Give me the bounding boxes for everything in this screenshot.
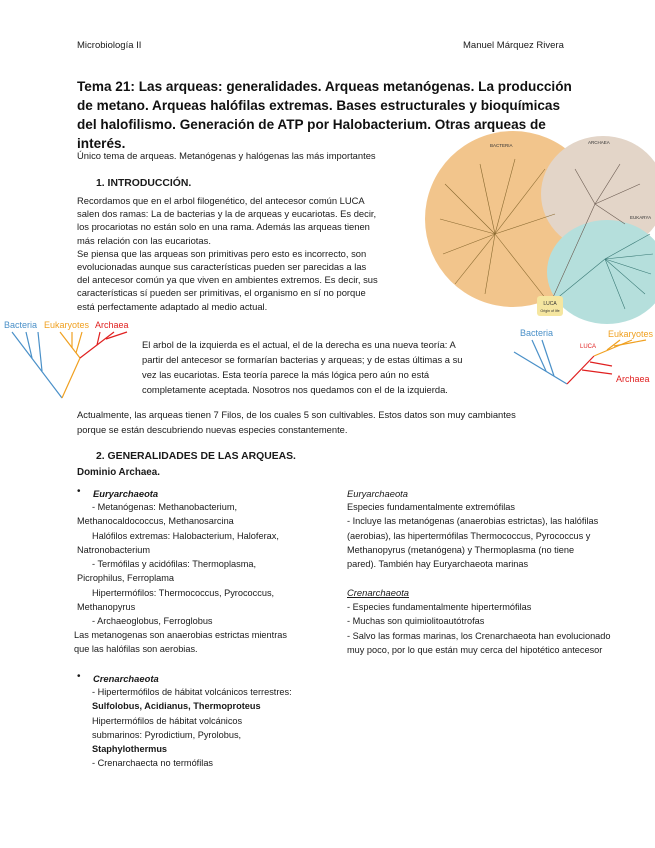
list-item: Especies fundamentalmente extremófilas <box>347 502 516 512</box>
text-line: salen dos ramas: La de bacterias y la de arqueas y eucariotas. Es decir, <box>77 208 377 220</box>
section2-heading: 2. GENERALIDADES DE LAS ARQUEAS. <box>96 451 296 462</box>
text-line: los procariotas no están solo en una rama. Además las arqueas tienen <box>77 221 370 233</box>
left-tree-bacteria-label: Bacteria <box>4 320 38 330</box>
right-tree-diagram <box>512 326 655 390</box>
list-item: - Metanógenas: Methanobacterium, <box>92 502 238 512</box>
list-item: Hipertermófilos de hábitat volcánicos <box>92 715 243 726</box>
bullet-icon: • <box>77 671 81 682</box>
list-item: - Archaeoglobus, Ferroglobus <box>92 616 213 627</box>
metanogenas-note <box>74 628 287 657</box>
right-tree-bacteria-branches <box>514 340 567 384</box>
text-line: Actualmente, las arqueas tienen 7 Filos, de los cuales 5 son cultivables. Estos datos son muy cambiantes <box>77 409 516 420</box>
text-line: El arbol de la izquierda es el actual, el de la derecha es una nueva teoría: A <box>142 339 456 350</box>
left-tree-eukaryotes-label: Eukaryotes <box>44 320 90 330</box>
intro-note: Único tema de arqueas. Metanógenas y halógenas las más importantes <box>77 150 376 161</box>
origin-of-life-label: Origin of life <box>540 309 560 313</box>
bullet-icon: • <box>77 486 81 497</box>
phylogenetic-tree-figure <box>425 124 655 324</box>
list-item: Methanopyrus <box>77 602 136 613</box>
tree-explanation <box>142 337 462 397</box>
list-item: - Muchas son quimiolitoautótrofas <box>347 616 485 627</box>
crenarchaeota-list <box>92 685 292 771</box>
list-item: Methanocaldococcus, Methanosarcina <box>77 516 234 527</box>
list-item: Staphylothermus <box>92 744 168 755</box>
text-line: está perfectamente adaptado al medio actual. <box>77 300 268 312</box>
list-item: Halófilos extremas: Halobacterium, Haloferax, <box>92 530 279 541</box>
right-tree-eukaryotes-label: Eukaryotes <box>608 329 654 339</box>
domain-label: Dominio Archaea. <box>77 467 160 478</box>
left-tree-archaea-label: Archaea <box>95 320 129 330</box>
text-line: del antecesor común ya que viven en ambientes extremos. Es decir, sus <box>77 274 378 286</box>
list-item: Hipertermófilos: Thermococcus, Pyrococcus, <box>92 587 275 598</box>
list-item: Picrophilus, Ferroplama <box>77 573 175 584</box>
list-item: - Termófilas y acidófilas: Thermoplasma, <box>92 559 257 570</box>
list-item: muy poco, por lo que están muy cerca del hipotético antecesor <box>347 644 603 655</box>
header-right: Manuel Márquez Rivera <box>463 40 564 51</box>
text-line: porque se están descubriendo nuevas especies constantemente. <box>77 423 348 435</box>
section1-paragraph <box>77 194 378 313</box>
right-tree-archaea-label: Archaea <box>616 374 650 384</box>
text-line: que las halófilas son aerobias. <box>74 644 198 655</box>
section1-heading: 1. INTRODUCCIÓN. <box>96 178 192 189</box>
list-item: - Especies fundamentalmente hipertermófilas <box>347 602 532 612</box>
archaea-group-label: ARCHAEA <box>588 140 610 145</box>
text-line: características sí pueden ser primitivas, el organismo en sí no porque <box>77 287 366 299</box>
text-line: Se piensa que las arqueas son primitivas pero esto es incorrecto, son <box>77 247 367 259</box>
text-line: partir del antecesor se formarían bacterias y arqueas; y de estas últimas a su <box>142 354 463 365</box>
text-line: evolucionadas aunque sus características pueden ser parecidas a las <box>77 261 367 273</box>
left-tree-eukaryote-branches <box>60 332 82 398</box>
list-item: - Crenarchaecta no termófilas <box>92 758 214 769</box>
right-tree-luca-label: LUCA <box>580 344 597 350</box>
list-item: - Incluye las metanógenas (anaerobias estrictas), las halófilas <box>347 516 599 527</box>
header-left: Microbiología II <box>77 40 142 51</box>
bacteria-group-label: BACTERIA <box>490 143 513 148</box>
left-tree-diagram <box>2 318 142 402</box>
luca-label: LUCA <box>543 301 557 307</box>
right-crenarchaeota-heading: Crenarchaeota <box>347 587 410 598</box>
right-tree-eukaryote-branches <box>594 340 646 356</box>
list-item: - Hipertermófilos de hábitat volcánicos terrestres: <box>92 687 292 697</box>
right-tree-bacteria-label: Bacteria <box>520 328 554 338</box>
euryarchaeota-list <box>77 500 279 629</box>
left-tree-bacteria-branches <box>12 332 62 398</box>
crenarchaeota-heading: Crenarchaeota <box>93 673 159 684</box>
text-line: Las metanogenas son anaerobias estrictas mientras <box>74 630 287 640</box>
page-title: Tema 21: Las arqueas: generalidades. Arqueas metanógenas. La producción de metano. Arqueas halófilas extremas. Bases estructurales y bioquímicas del halofilismo. Generación de ATP por Halobacterium. Otras arqueas de interés. <box>77 79 572 151</box>
right-euryarchaeota-heading: Euryarchaeota <box>347 488 408 499</box>
list-item: Methanopyrus (metanógena) y Thermoplasma (no tiene <box>347 544 575 555</box>
right-euryarchaeota-list <box>347 500 598 571</box>
eukarya-group-label: EUKARYA <box>630 215 652 220</box>
text-line: vez las eucariotas. Esta teoría parece la más lógica pero aún no está <box>142 369 430 380</box>
phyla-paragraph <box>77 408 516 437</box>
list-item: submarinos: Pyrodictium, Pyrolobus, <box>92 729 242 740</box>
euryarchaeota-heading: Euryarchaeota <box>93 488 159 499</box>
list-item: Natronobacterium <box>77 544 151 555</box>
list-item: - Salvo las formas marinas, los Crenarchaeota han evolucionado <box>347 630 611 641</box>
left-tree-archaea-branches <box>80 332 127 358</box>
right-tree-archaea-branches <box>567 356 612 384</box>
list-item: Sulfolobus, Acidianus, Thermoproteus <box>92 701 261 712</box>
text-line: más relación con las eucariotas. <box>77 234 211 246</box>
text-line: Recordamos que en el arbol filogenético, del antecesor común LUCA <box>77 195 365 206</box>
list-item: (aerobias), las hipertermófilas Thermococcus, Pyrococcus y <box>347 530 591 541</box>
list-item: pared). También hay Euryarchaeota marinas <box>347 559 529 570</box>
right-crenarchaeota-list <box>347 600 611 657</box>
text-line: completamente aceptada. Nosotros nos quedamos con el de la izquierda. <box>142 384 448 395</box>
